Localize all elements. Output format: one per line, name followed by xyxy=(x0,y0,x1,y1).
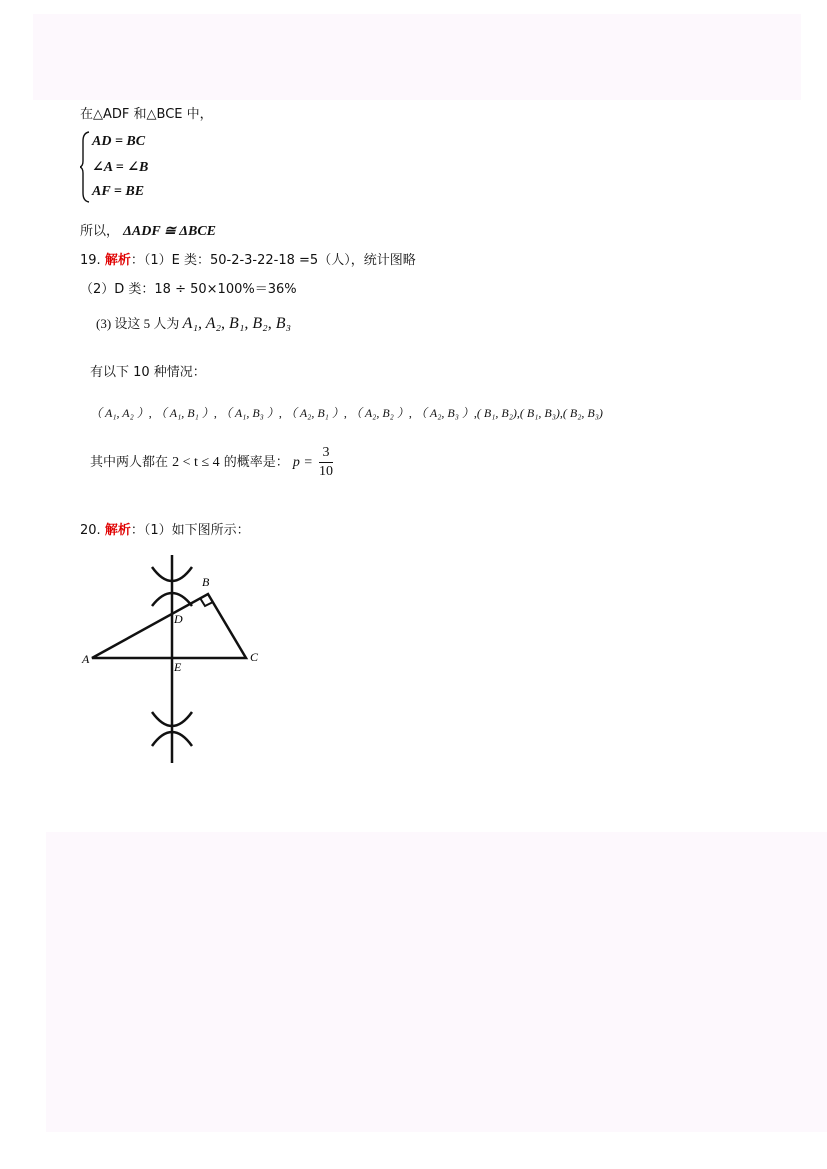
label-c: C xyxy=(250,650,259,664)
label-a: A xyxy=(82,652,90,666)
q20-tag: 解析 xyxy=(104,523,131,538)
prob-mid: 的概率是： xyxy=(223,455,289,470)
q19-part3-vars: A₁, A₂, B₁, B₂, B₃ xyxy=(182,315,292,332)
q19-part1-line xyxy=(80,249,416,268)
q19-probability-line xyxy=(90,444,333,481)
q19-part3-line xyxy=(96,313,291,333)
footer-band xyxy=(46,832,827,1132)
pair-item: （ A₂, B₂ ） xyxy=(349,406,409,420)
pair-item: ( B₁, B₃) xyxy=(519,406,560,420)
equation-angle-a-b: ∠A = ∠B xyxy=(92,160,149,175)
q19-cases-intro: 有以下 10 种情况： xyxy=(90,365,206,380)
system-brace xyxy=(80,131,90,203)
prob-numerator: 3 xyxy=(319,444,333,463)
q19-part3-prefix: (3) 设这 5 人为 xyxy=(96,316,180,331)
q20-line xyxy=(80,519,250,538)
q20-text: ：（1）如下图所示： xyxy=(130,523,250,538)
q19-tag: 解析 xyxy=(104,253,131,268)
prob-condition: 2 < t ≤ 4 xyxy=(172,455,220,470)
pair-item: （ A₁, B₁ ） xyxy=(154,406,214,420)
q19-part2: （2）D 类：18 ÷ 50×100%＝36% xyxy=(80,282,297,297)
equation-af-be: AF = BE xyxy=(92,184,145,199)
label-d: D xyxy=(174,612,183,626)
q19-number: 19. xyxy=(80,253,101,268)
equation-ad-bc: AD = BC xyxy=(92,134,146,149)
label-b: B xyxy=(202,575,210,589)
header-band xyxy=(33,14,801,100)
pair-item: （ A₂, B₃ ） xyxy=(414,406,474,420)
prob-variable: p = xyxy=(292,455,313,470)
q19-part1: ：（1）E 类：50-2-3-22-18 =5（人），统计图略 xyxy=(130,253,416,268)
triangle-abc xyxy=(92,594,246,658)
pair-item: （ A₂, B₁ ） xyxy=(284,406,344,420)
conclusion-prefix: 所以， xyxy=(80,224,120,239)
prob-prefix: 其中两人都在 xyxy=(90,455,169,470)
q19-pairs-list: （ A₁, A₂ ）, （ A₁, B₁ ）, （ A₁, B₃ ）, （ A₂, B₁ ）, （ A₂, B₂ ）, （ A₂, B₃ ）,( B₁, B₂),( B₁, B₃),( B₂, B₃) xyxy=(90,406,603,420)
q20-number: 20. xyxy=(80,523,101,538)
conclusion-line xyxy=(80,220,216,240)
pair-item: ( B₁, B₂) xyxy=(476,406,517,420)
pair-item: ( B₂, B₃) xyxy=(562,406,603,420)
label-e: E xyxy=(174,660,182,674)
pair-item: （ A₁, B₃ ） xyxy=(219,406,279,420)
construction-diagram xyxy=(80,550,280,770)
prob-fraction xyxy=(319,444,333,481)
pair-item: （ A₁, A₂ ） xyxy=(90,406,149,420)
intro-line: 在△ADF 和△BCE 中， xyxy=(80,107,213,122)
conclusion-formula: ΔADF ≅ ΔBCE xyxy=(123,224,216,239)
prob-denominator: 10 xyxy=(319,464,334,479)
